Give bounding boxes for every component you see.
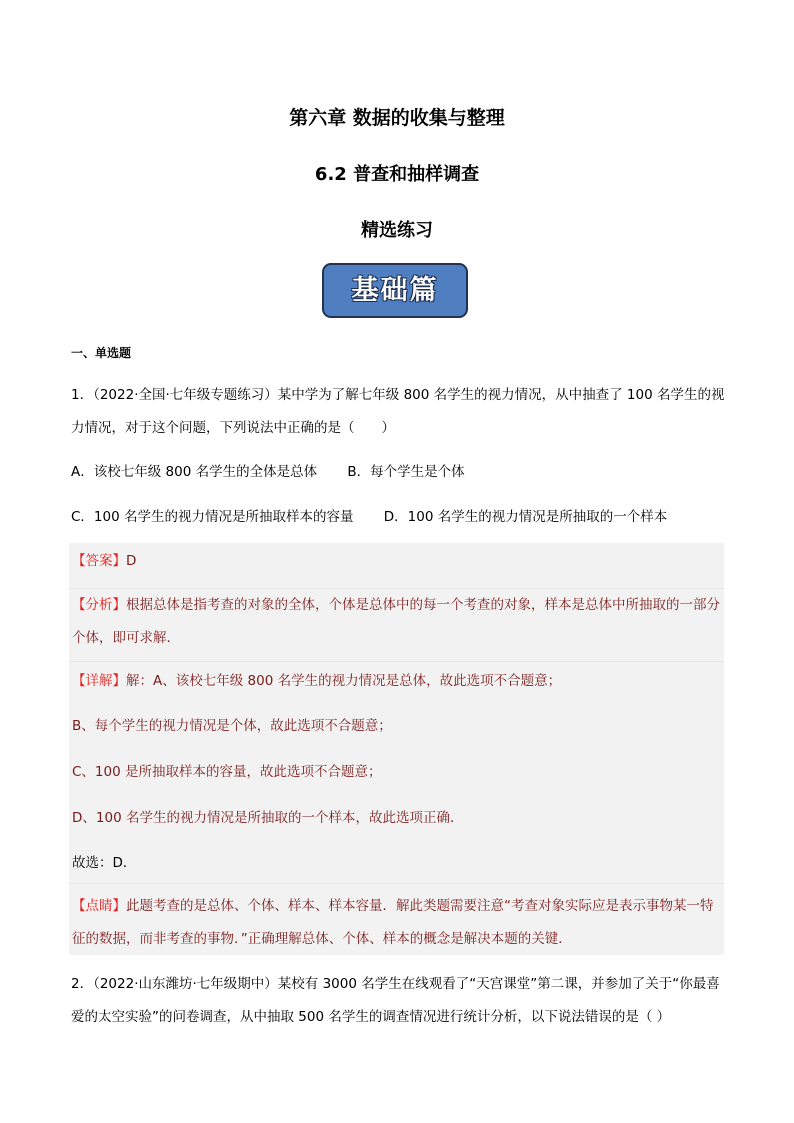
level-banner: 基础篇 (322, 263, 468, 318)
divider (69, 883, 724, 884)
analysis-text: 根据总体是指考查的对象的全体，个体是总体中的每一个考查的对象，样本是总体中所抽取的一部分个体，即可求解． (72, 597, 720, 646)
detail-line-1 (72, 669, 722, 693)
comment-text: 此题考查的是总体、个体、样本、样本容量．解此类题需要注意“考查对象实际应是表示事物某一特征的数据，而非考查的事物．”正确理解总体、个体、样本的概念是解决本题的关键． (72, 898, 714, 947)
subtitle: 精选练习 (361, 220, 433, 241)
question-1-options-ab (71, 460, 491, 480)
detail-line-2: B、每个学生的视力情况是个体，故此选项不合题意； (72, 718, 392, 734)
answer-line (72, 549, 722, 573)
chapter-title: 第六章 数据的收集与整理 (289, 107, 505, 129)
option-c: C．100 名学生的视力情况是所抽取样本的容量 (71, 509, 354, 525)
choice-line: 故选：D． (72, 855, 137, 871)
analysis-line (72, 589, 722, 655)
answer-block (69, 543, 724, 955)
section-title: 6.2 普查和抽样调查 (314, 164, 480, 185)
detail-text-1: 解：A、该校七年级 800 名学生的视力情况是总体，故此选项不合题意； (126, 673, 562, 689)
question-1-text: 1．（2022·全国·七年级专题练习）某中学为了解七年级 800 名学生的视力情况，从中抽查了 100 名学生的视力情况，对于这个问题，下列说法中正确的是（ ） (71, 387, 725, 436)
option-a: A．该校七年级 800 名学生的全体是总体 (71, 464, 318, 480)
detail-tag: 【详解】 (72, 673, 126, 689)
analysis-tag: 【分析】 (72, 597, 126, 613)
question-1-options-cd (71, 505, 693, 525)
detail-line-4: D、100 名学生的视力情况是所抽取的一个样本，故此选项正确． (72, 810, 464, 826)
answer-tag: 【答案】 (72, 553, 126, 569)
detail-line-3: C、100 是所抽取样本的容量，故此选项不合题意； (72, 764, 382, 780)
comment-line (72, 890, 722, 956)
comment-tag: 【点睛】 (72, 898, 126, 914)
option-b: B．每个学生是个体 (347, 464, 465, 480)
option-d: D．100 名学生的视力情况是所抽取的一个样本 (383, 509, 668, 525)
question-2-text: 2．（2022·山东潍坊·七年级期中）某校有 3000 名学生在线观看了“天宫课堂”第二课，并参加了关于“你最喜爱的太空实验”的问卷调查，从中抽取 500 名学生的调查情况进行统计分析，以下说法错误的是（ ） (71, 976, 720, 1025)
answer-value: D (126, 553, 137, 569)
divider (69, 661, 724, 662)
section-heading: 一、单选题 (71, 346, 132, 360)
